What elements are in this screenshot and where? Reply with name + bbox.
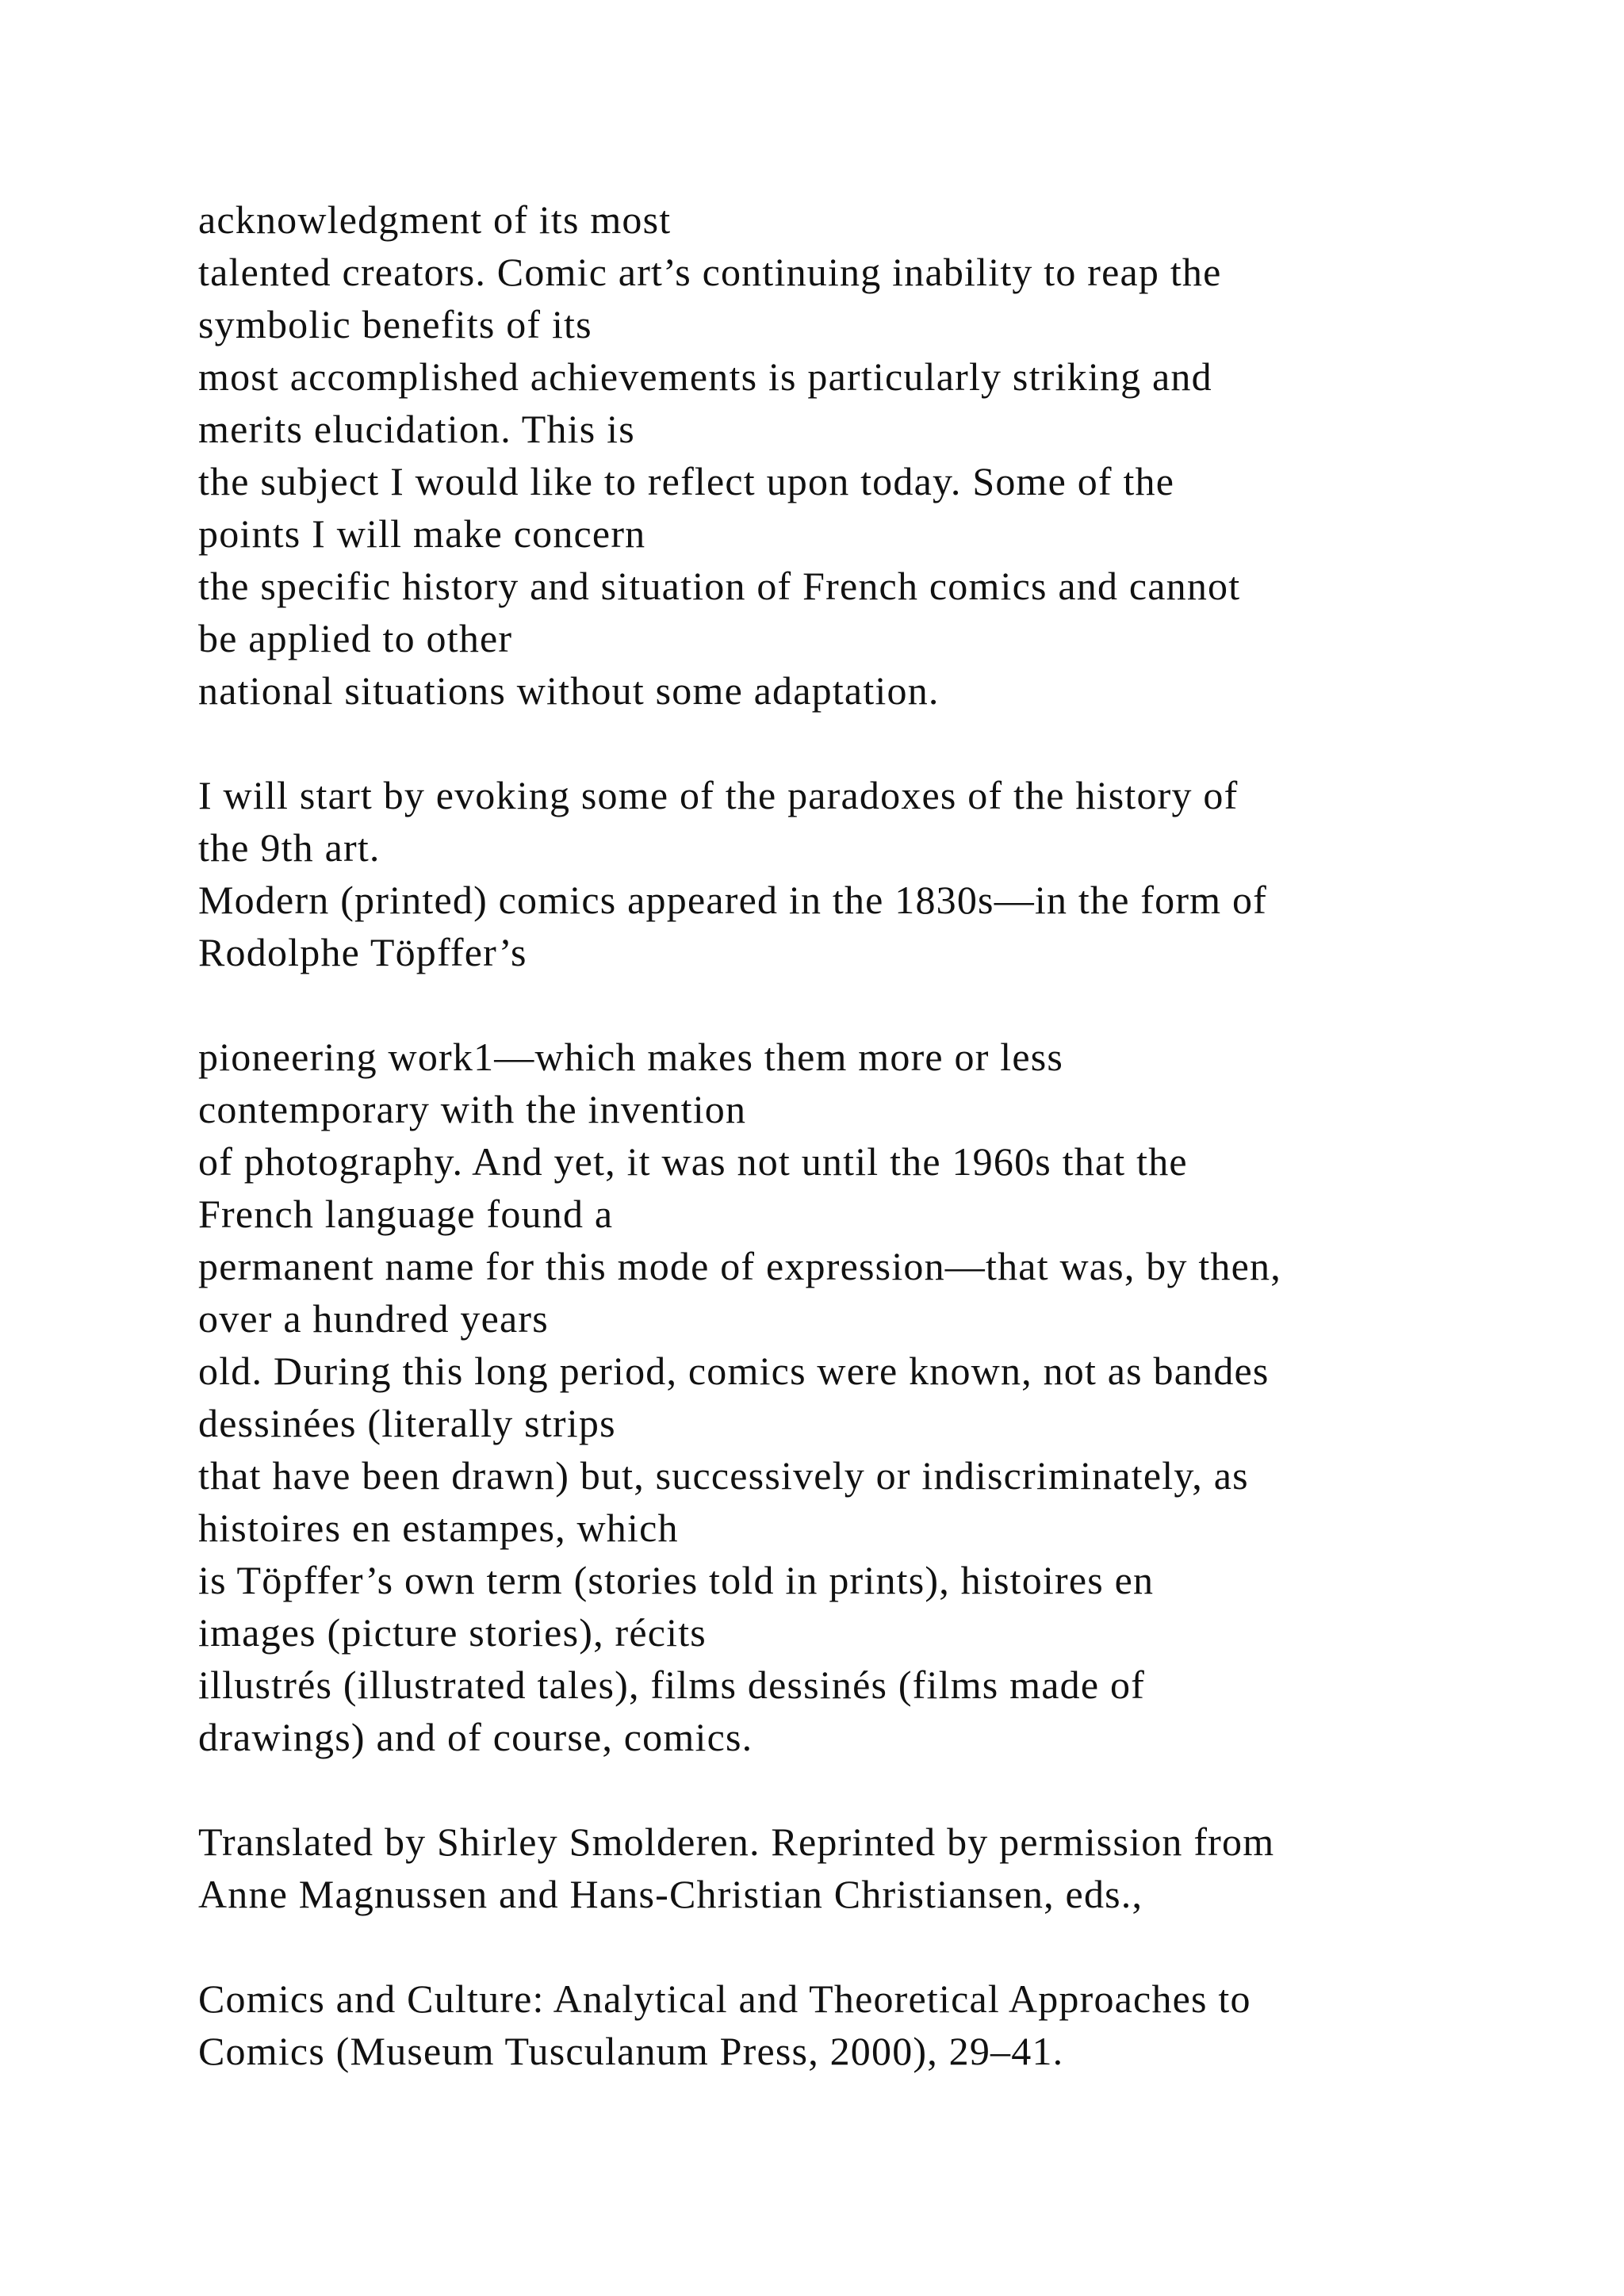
paragraph-gap	[198, 1763, 1530, 1816]
body-text	[198, 193, 1530, 2077]
text-line: Rodolphe Töpffer’s	[198, 930, 527, 974]
text-line: of photography. And yet, it was not until the 1960s that the	[198, 1139, 1188, 1184]
text-line: Anne Magnussen and Hans-Christian Christiansen, eds.,	[198, 1872, 1143, 1916]
text-line: images (picture stories), récits	[198, 1610, 707, 1655]
text-line: the specific history and situation of French comics and cannot	[198, 564, 1241, 608]
paragraph-gap	[198, 1920, 1530, 1973]
text-line: histoires en estampes, which	[198, 1506, 679, 1550]
text-line: I will start by evoking some of the paradoxes of the history of	[198, 773, 1239, 817]
text-line: the subject I would like to reflect upon today. Some of the	[198, 459, 1175, 503]
text-line: drawings) and of course, comics.	[198, 1715, 753, 1759]
paragraph-gap	[198, 978, 1530, 1031]
text-line: permanent name for this mode of expression—that was, by then,	[198, 1244, 1281, 1288]
text-line: Translated by Shirley Smolderen. Reprinted by permission from	[198, 1820, 1275, 1864]
text-line: talented creators. Comic art’s continuing inability to reap the	[198, 250, 1222, 294]
text-line: illustrés (illustrated tales), films dessinés (films made of	[198, 1663, 1145, 1707]
text-line: French language found a	[198, 1192, 614, 1236]
text-line: dessinées (literally strips	[198, 1401, 616, 1445]
text-line: Comics (Museum Tusculanum Press, 2000), 29–41.	[198, 2029, 1064, 2073]
text-line: be applied to other	[198, 616, 513, 660]
text-line: Comics and Culture: Analytical and Theoretical Approaches to	[198, 1976, 1251, 2021]
text-line: the 9th art.	[198, 825, 381, 870]
text-line: acknowledgment of its most	[198, 197, 672, 242]
text-line: that have been drawn) but, successively or indiscriminately, as	[198, 1453, 1249, 1498]
text-line: Modern (printed) comics appeared in the 1830s—in the form of	[198, 878, 1268, 922]
paragraph-gap	[198, 717, 1530, 769]
text-line: old. During this long period, comics were known, not as bandes	[198, 1349, 1270, 1393]
text-line: symbolic benefits of its	[198, 302, 592, 346]
text-line: merits elucidation. This is	[198, 407, 635, 451]
text-line: most accomplished achievements is particularly striking and	[198, 354, 1212, 399]
text-line: pioneering work1—which makes them more or less	[198, 1035, 1064, 1079]
text-line: is Töpffer’s own term (stories told in prints), histoires en	[198, 1558, 1155, 1602]
text-line: contemporary with the invention	[198, 1087, 747, 1131]
text-line: national situations without some adaptation.	[198, 668, 940, 713]
text-line: points I will make concern	[198, 511, 646, 556]
text-line: over a hundred years	[198, 1296, 549, 1341]
